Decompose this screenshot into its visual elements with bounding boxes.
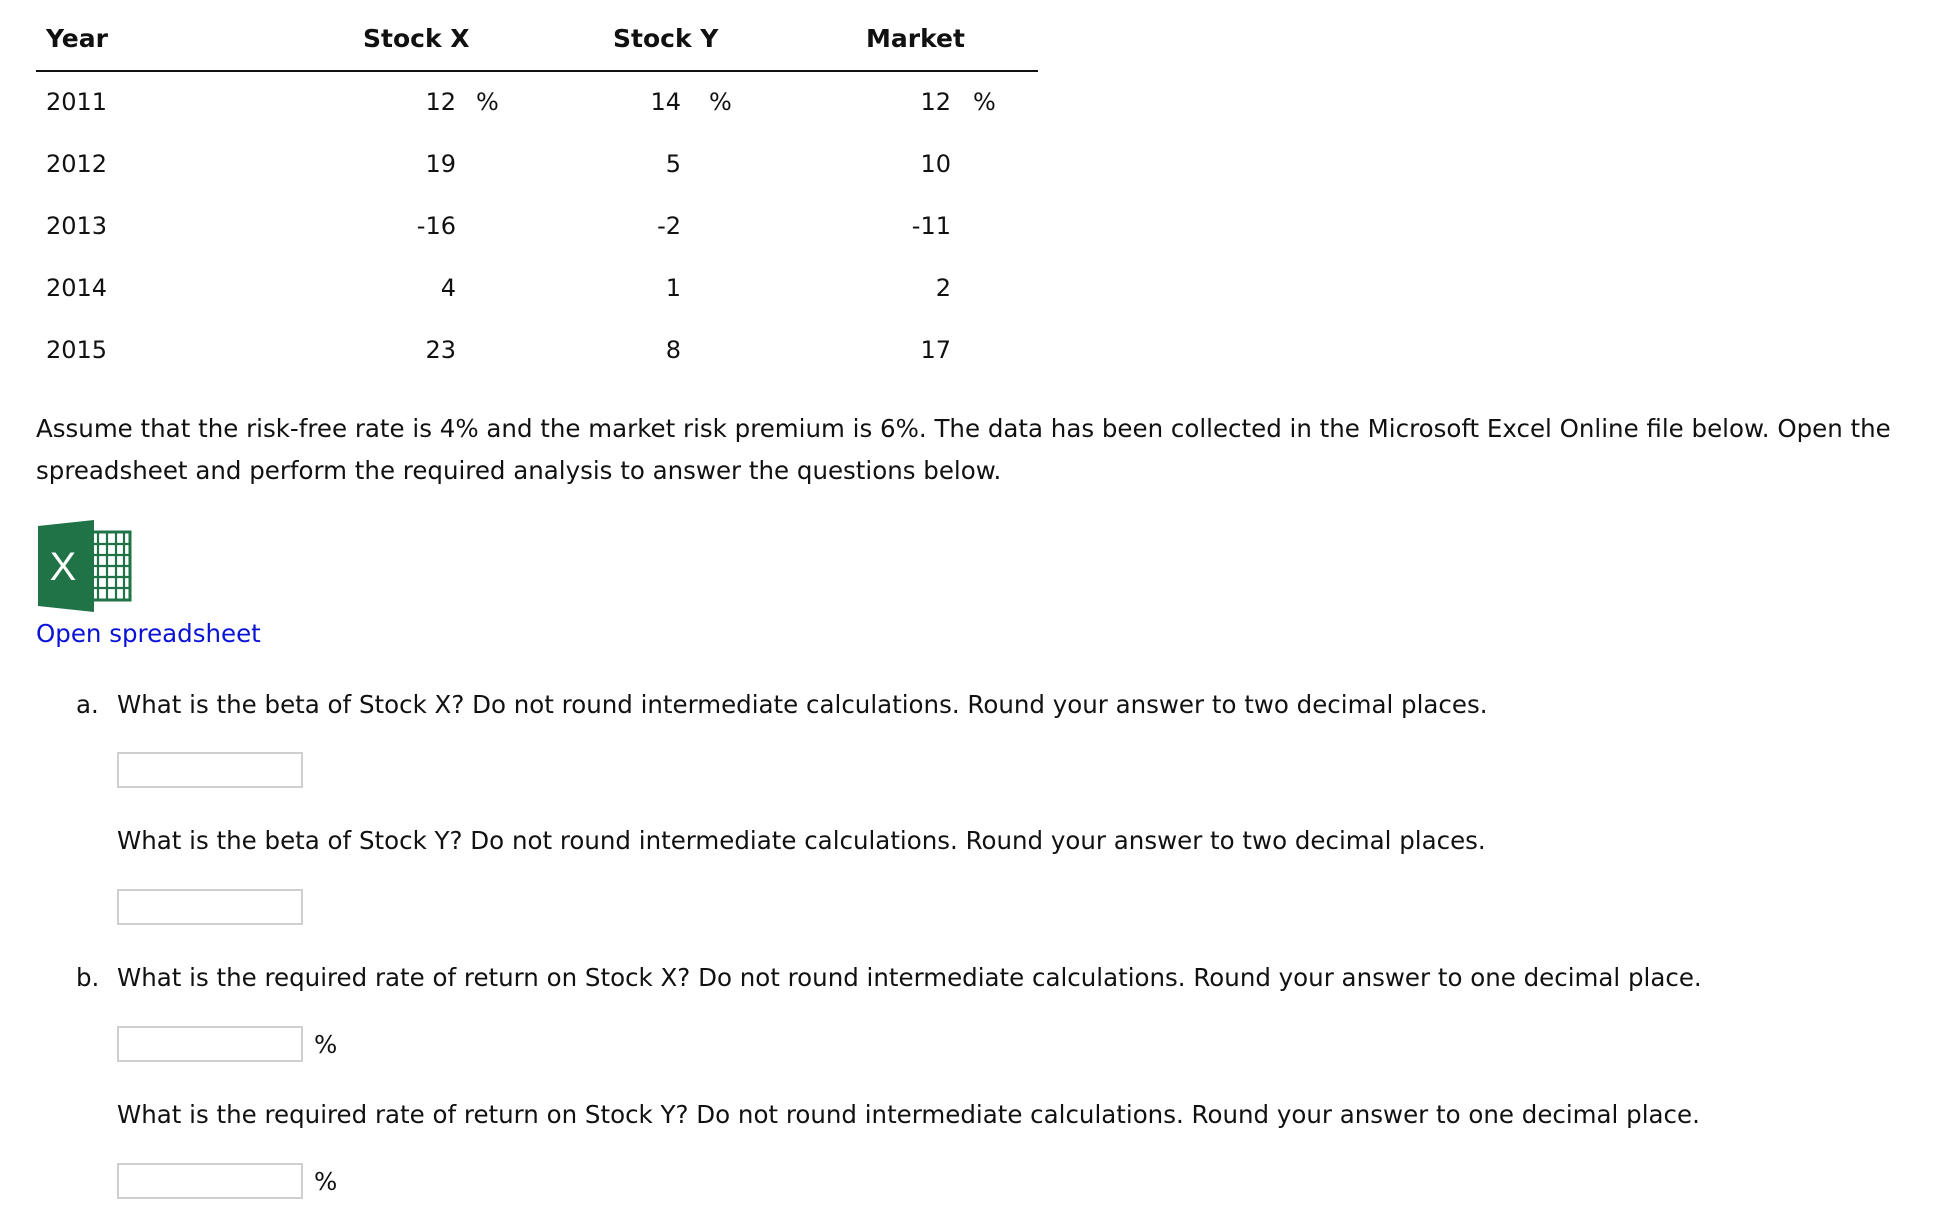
required-return-stock-x-input[interactable] <box>117 1026 303 1062</box>
cell-market: 2 <box>935 274 951 302</box>
cell-stock-x: 12 <box>425 88 456 116</box>
cell-stock-y: 5 <box>665 150 681 178</box>
question-b2-text: What is the required rate of return on Stock Y? Do not round intermediate calculations. Round your answer to one decimal place. <box>117 1100 1700 1129</box>
table-row <box>36 258 1038 320</box>
cell-stock-y: -2 <box>657 212 681 240</box>
question-a1-text: What is the beta of Stock X? Do not round intermediate calculations. Round your answer to two decimal places. <box>117 690 1488 719</box>
cell-market: 12 <box>920 88 951 116</box>
cell-stock-x: -16 <box>416 212 456 240</box>
question-b1-text: What is the required rate of return on Stock X? Do not round intermediate calculations. Round your answer to one decimal place. <box>117 963 1702 992</box>
excel-spreadsheet-icon[interactable] <box>38 520 132 612</box>
cell-stock-x: 4 <box>440 274 456 302</box>
returns-table <box>36 14 1038 382</box>
cell-year: 2014 <box>46 274 108 302</box>
cell-year: 2012 <box>46 150 108 178</box>
percent-sign: % <box>973 88 996 116</box>
table-row <box>36 320 1038 382</box>
cell-stock-y: 14 <box>650 88 681 116</box>
open-spreadsheet-link[interactable]: Open spreadsheet <box>36 619 261 648</box>
header-stock-y: Stock Y <box>613 24 719 53</box>
percent-sign: % <box>476 88 499 116</box>
header-market: Market <box>866 24 965 53</box>
beta-stock-x-input[interactable] <box>117 752 303 788</box>
table-row <box>36 134 1038 196</box>
header-stock-x: Stock X <box>363 24 470 53</box>
excel-icon-letter: X <box>49 545 77 589</box>
percent-unit-label: % <box>314 1167 338 1196</box>
intro-paragraph: Assume that the risk-free rate is 4% and the market risk premium is 6%. The data has been collected in the Microsoft Excel Online file below. Open the spreadsheet and perform the required analysis to answer the questions below. <box>36 414 1891 485</box>
table-header-row <box>36 14 1038 72</box>
question-b-letter: b. <box>76 963 100 992</box>
cell-stock-y: 1 <box>665 274 681 302</box>
table-row <box>36 196 1038 258</box>
cell-stock-x: 19 <box>425 150 456 178</box>
cell-stock-x: 23 <box>425 336 456 364</box>
table-row <box>36 72 1038 134</box>
cell-market: -11 <box>911 212 951 240</box>
percent-sign: % <box>709 88 732 116</box>
cell-market: 17 <box>920 336 951 364</box>
question-a2-text: What is the beta of Stock Y? Do not round intermediate calculations. Round your answer to two decimal places. <box>117 826 1486 855</box>
cell-year: 2015 <box>46 336 108 364</box>
question-a-letter: a. <box>76 690 99 719</box>
cell-year: 2013 <box>46 212 108 240</box>
required-return-stock-y-input[interactable] <box>117 1163 303 1199</box>
cell-year: 2011 <box>46 88 108 116</box>
percent-unit-label: % <box>314 1030 338 1059</box>
header-year: Year <box>46 24 108 53</box>
beta-stock-y-input[interactable] <box>117 889 303 925</box>
cell-stock-y: 8 <box>665 336 681 364</box>
cell-market: 10 <box>920 150 951 178</box>
